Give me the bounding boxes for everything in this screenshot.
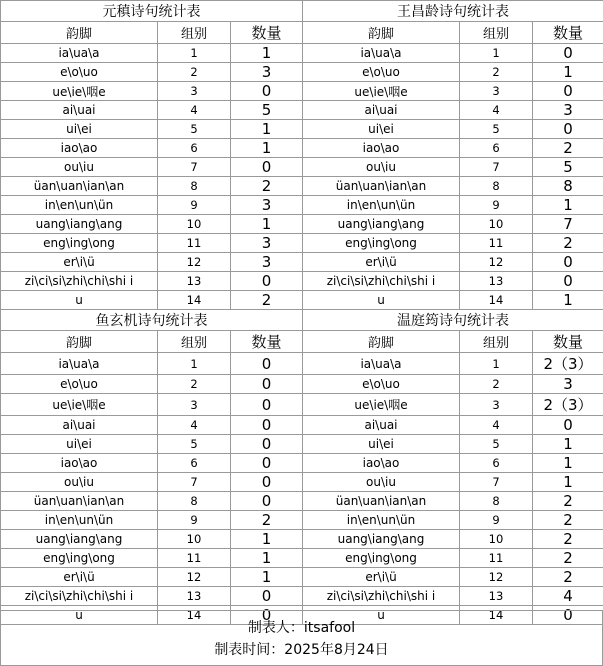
qty-cell[interactable]: 1	[231, 120, 303, 139]
qty-cell[interactable]: 2	[533, 568, 603, 587]
qty-cell[interactable]: 1	[231, 139, 303, 158]
group-cell[interactable]: 3	[460, 82, 533, 101]
group-cell[interactable]: 9	[460, 196, 533, 215]
table-row	[1, 530, 603, 549]
qty-cell[interactable]: 1	[533, 196, 603, 215]
rhyme-cell[interactable]: e\o\uo	[1, 375, 158, 394]
rhyme-cell[interactable]: eng\ing\ong	[303, 549, 460, 568]
table-row	[1, 435, 603, 454]
rhyme-cell[interactable]: e\o\uo	[303, 375, 460, 394]
table-title-row	[1, 310, 603, 331]
group-cell[interactable]: 12	[460, 568, 533, 587]
rhyme-cell[interactable]: ui\ei	[1, 435, 158, 454]
group-cell[interactable]: 11	[158, 234, 231, 253]
qty-cell[interactable]: 7	[533, 215, 603, 234]
rhyme-cell[interactable]: iao\ao	[1, 454, 158, 473]
rhyme-cell[interactable]: uang\iang\ang	[1, 530, 158, 549]
rhyme-cell[interactable]: u	[1, 606, 158, 625]
table-row	[1, 394, 603, 416]
qty-cell[interactable]: 0	[231, 353, 303, 375]
qty-cell[interactable]: 0	[231, 158, 303, 177]
group-cell[interactable]: 12	[158, 253, 231, 272]
table-row	[1, 511, 603, 530]
rhyme-cell[interactable]: in\en\un\ün	[303, 196, 460, 215]
table-row	[1, 101, 603, 120]
rhyme-cell[interactable]: u	[303, 291, 460, 310]
qty-cell[interactable]: 3	[231, 253, 303, 272]
rhyme-cell[interactable]: ou\iu	[1, 158, 158, 177]
rhyme-cell[interactable]: eng\ing\ong	[1, 549, 158, 568]
table-title-row	[1, 1, 603, 22]
qty-cell[interactable]: 0	[231, 82, 303, 101]
group-cell[interactable]: 5	[460, 435, 533, 454]
qty-cell[interactable]: 3	[231, 63, 303, 82]
group-cell[interactable]: 5	[158, 120, 231, 139]
header-rhyme[interactable]: 韵脚	[1, 22, 158, 44]
group-cell[interactable]: 9	[460, 511, 533, 530]
group-cell[interactable]: 1	[460, 44, 533, 63]
table-row	[1, 215, 603, 234]
group-cell[interactable]: 10	[158, 215, 231, 234]
group-cell[interactable]: 6	[158, 139, 231, 158]
group-cell[interactable]: 2	[158, 63, 231, 82]
group-cell[interactable]: 7	[460, 473, 533, 492]
rhyme-cell[interactable]: in\en\un\ün	[1, 511, 158, 530]
rhyme-cell[interactable]: zi\ci\si\zhi\chi\shi i	[1, 272, 158, 291]
rhyme-cell[interactable]: üan\uan\ian\an	[303, 492, 460, 511]
qty-cell[interactable]: 1	[231, 215, 303, 234]
header-group[interactable]: 组别	[460, 22, 533, 44]
rhyme-cell[interactable]: in\en\un\ün	[1, 196, 158, 215]
qty-cell[interactable]: 1	[533, 291, 603, 310]
rhyme-cell[interactable]: üan\uan\ian\an	[1, 492, 158, 511]
group-cell[interactable]: 13	[460, 272, 533, 291]
group-cell[interactable]: 1	[158, 353, 231, 375]
group-cell[interactable]: 1	[158, 44, 231, 63]
table-row	[1, 353, 603, 375]
table-row	[1, 234, 603, 253]
rhyme-cell[interactable]: uang\iang\ang	[303, 530, 460, 549]
qty-cell[interactable]: 1	[231, 549, 303, 568]
table-row	[1, 63, 603, 82]
rhyme-cell[interactable]: ai\uai	[1, 101, 158, 120]
rhyme-cell[interactable]: iao\ao	[303, 139, 460, 158]
group-cell[interactable]: 13	[158, 272, 231, 291]
rhyme-cell[interactable]: zi\ci\si\zhi\chi\shi i	[303, 587, 460, 606]
rhyme-cell[interactable]: e\o\uo	[1, 63, 158, 82]
rhyme-cell[interactable]: ue\ie\咽e	[1, 394, 158, 416]
rhyme-cell[interactable]: er\i\ü	[1, 568, 158, 587]
rhyme-cell[interactable]: ia\ua\a	[1, 353, 158, 375]
qty-cell[interactable]: 0	[533, 82, 603, 101]
rhyme-cell[interactable]: iao\ao	[303, 454, 460, 473]
qty-cell[interactable]: 3	[533, 101, 603, 120]
rhyme-cell[interactable]: ou\iu	[303, 473, 460, 492]
qty-cell[interactable]: 5	[231, 101, 303, 120]
group-cell[interactable]: 5	[158, 435, 231, 454]
table-row	[1, 549, 603, 568]
qty-cell[interactable]: 2	[533, 139, 603, 158]
table-row	[1, 196, 603, 215]
table-title[interactable]: 元稹诗句统计表	[1, 1, 303, 22]
qty-cell[interactable]: 0	[231, 272, 303, 291]
group-cell[interactable]: 8	[460, 492, 533, 511]
table-row	[1, 454, 603, 473]
group-cell[interactable]: 12	[158, 568, 231, 587]
rhyme-cell[interactable]: uang\iang\ang	[303, 215, 460, 234]
qty-cell[interactable]: 2（3）	[533, 353, 603, 375]
group-cell[interactable]: 14	[158, 291, 231, 310]
table-row	[1, 473, 603, 492]
header-qty[interactable]: 数量	[231, 331, 303, 353]
rhyme-cell[interactable]: ia\ua\a	[1, 44, 158, 63]
qty-cell[interactable]: 5	[533, 158, 603, 177]
group-cell[interactable]: 1	[460, 353, 533, 375]
qty-cell[interactable]: 0	[533, 120, 603, 139]
qty-cell[interactable]: 0	[231, 375, 303, 394]
group-cell[interactable]: 2	[158, 375, 231, 394]
group-cell[interactable]: 3	[460, 394, 533, 416]
rhyme-cell[interactable]: er\i\ü	[303, 568, 460, 587]
group-cell[interactable]: 11	[460, 234, 533, 253]
rhyme-cell[interactable]: üan\uan\ian\an	[1, 177, 158, 196]
group-cell[interactable]: 4	[158, 416, 231, 435]
rhyme-cell[interactable]: zi\ci\si\zhi\chi\shi i	[303, 272, 460, 291]
table-row	[1, 139, 603, 158]
qty-cell[interactable]: 0	[533, 416, 603, 435]
rhyme-cell[interactable]: ou\iu	[303, 158, 460, 177]
rhyme-cell[interactable]: eng\ing\ong	[303, 234, 460, 253]
table-header-row	[1, 331, 603, 353]
header-rhyme[interactable]: 韵脚	[303, 331, 460, 353]
qty-cell[interactable]: 4	[533, 587, 603, 606]
rhyme-cell[interactable]: ue\ie\咽e	[1, 82, 158, 101]
group-cell[interactable]: 4	[460, 416, 533, 435]
rhyme-cell[interactable]: ai\uai	[303, 101, 460, 120]
group-cell[interactable]: 7	[460, 158, 533, 177]
group-cell[interactable]: 10	[460, 215, 533, 234]
group-cell[interactable]: 6	[460, 139, 533, 158]
qty-cell[interactable]: 0	[231, 587, 303, 606]
qty-cell[interactable]: 0	[231, 394, 303, 416]
header-group[interactable]: 组别	[158, 331, 231, 353]
group-cell[interactable]: 6	[158, 454, 231, 473]
header-group[interactable]: 组别	[460, 331, 533, 353]
table-row	[1, 272, 603, 291]
rhyme-cell[interactable]: ia\ua\a	[303, 353, 460, 375]
rhyme-cell[interactable]: er\i\ü	[303, 253, 460, 272]
qty-cell[interactable]: 1	[231, 44, 303, 63]
qty-cell[interactable]: 8	[533, 177, 603, 196]
group-cell[interactable]: 4	[460, 101, 533, 120]
qty-cell[interactable]: 0	[231, 606, 303, 625]
header-qty[interactable]: 数量	[533, 22, 603, 44]
table-row	[1, 587, 603, 606]
table-row	[1, 120, 603, 139]
rhyme-cell[interactable]: in\en\un\ün	[303, 511, 460, 530]
rhyme-cell[interactable]: ai\uai	[1, 416, 158, 435]
rhyme-cell[interactable]: u	[303, 606, 460, 625]
table-row	[1, 375, 603, 394]
qty-cell[interactable]: 1	[533, 473, 603, 492]
group-cell[interactable]: 9	[158, 196, 231, 215]
header-group[interactable]: 组别	[158, 22, 231, 44]
qty-cell[interactable]: 0	[533, 606, 603, 625]
rhyme-cell[interactable]: üan\uan\ian\an	[303, 177, 460, 196]
qty-cell[interactable]: 3	[231, 234, 303, 253]
table-row	[1, 253, 603, 272]
group-cell[interactable]: 3	[158, 394, 231, 416]
qty-cell[interactable]: 1	[533, 454, 603, 473]
qty-cell[interactable]: 2	[533, 511, 603, 530]
qty-cell[interactable]: 2	[231, 291, 303, 310]
rhyme-cell[interactable]: ue\ie\咽e	[303, 82, 460, 101]
rhyme-cell[interactable]: ue\ie\咽e	[303, 394, 460, 416]
table-title[interactable]: 鱼玄机诗句统计表	[1, 310, 303, 331]
qty-cell[interactable]: 0	[231, 454, 303, 473]
rhyme-cell[interactable]: er\i\ü	[1, 253, 158, 272]
group-cell[interactable]: 5	[460, 120, 533, 139]
group-cell[interactable]: 8	[460, 177, 533, 196]
rhyme-cell[interactable]: ui\ei	[1, 120, 158, 139]
rhyme-cell[interactable]: zi\ci\si\zhi\chi\shi i	[1, 587, 158, 606]
qty-cell[interactable]: 1	[231, 568, 303, 587]
footer-date: 制表时间：2025年8月24日	[214, 642, 389, 658]
group-cell[interactable]: 11	[460, 549, 533, 568]
qty-cell[interactable]: 0	[231, 473, 303, 492]
group-cell[interactable]: 8	[158, 492, 231, 511]
rhyme-cell[interactable]: ai\uai	[303, 416, 460, 435]
rhyme-cell[interactable]: ou\iu	[1, 473, 158, 492]
rhyme-cell[interactable]: u	[1, 291, 158, 310]
group-cell[interactable]: 7	[158, 158, 231, 177]
qty-cell[interactable]: 0	[231, 435, 303, 454]
rhyme-cell[interactable]: ui\ei	[303, 120, 460, 139]
group-cell[interactable]: 2	[460, 63, 533, 82]
qty-cell[interactable]: 3	[533, 375, 603, 394]
table-header-row	[1, 22, 603, 44]
group-cell[interactable]: 14	[158, 606, 231, 625]
qty-cell[interactable]: 0	[533, 253, 603, 272]
rhyme-cell[interactable]: eng\ing\ong	[1, 234, 158, 253]
group-cell[interactable]: 3	[158, 82, 231, 101]
group-cell[interactable]: 10	[460, 530, 533, 549]
qty-cell[interactable]: 2	[533, 530, 603, 549]
rhyme-cell[interactable]: ui\ei	[303, 435, 460, 454]
qty-cell[interactable]: 0	[231, 416, 303, 435]
group-cell[interactable]: 14	[460, 291, 533, 310]
rhyme-cell[interactable]: ia\ua\a	[303, 44, 460, 63]
qty-cell[interactable]: 2	[231, 177, 303, 196]
table-row	[1, 291, 603, 310]
group-cell[interactable]: 14	[460, 606, 533, 625]
qty-cell[interactable]: 2	[533, 492, 603, 511]
qty-cell[interactable]: 0	[533, 272, 603, 291]
group-cell[interactable]: 4	[158, 101, 231, 120]
group-cell[interactable]: 13	[460, 587, 533, 606]
group-cell[interactable]: 6	[460, 454, 533, 473]
header-rhyme[interactable]: 韵脚	[1, 331, 158, 353]
qty-cell[interactable]: 2	[533, 549, 603, 568]
table-row	[1, 158, 603, 177]
rhyme-cell[interactable]: iao\ao	[1, 139, 158, 158]
group-cell[interactable]: 10	[158, 530, 231, 549]
qty-cell[interactable]: 1	[533, 63, 603, 82]
table-title[interactable]: 温庭筠诗句统计表	[303, 310, 603, 331]
table-row	[1, 44, 603, 63]
qty-cell[interactable]: 3	[231, 196, 303, 215]
header-qty[interactable]: 数量	[231, 22, 303, 44]
group-cell[interactable]: 8	[158, 177, 231, 196]
qty-cell[interactable]: 1	[231, 530, 303, 549]
qty-cell[interactable]: 2	[231, 511, 303, 530]
table-row	[1, 492, 603, 511]
table-row	[1, 416, 603, 435]
footer	[0, 610, 603, 666]
header-rhyme[interactable]: 韵脚	[303, 22, 460, 44]
table-row	[1, 177, 603, 196]
group-cell[interactable]: 12	[460, 253, 533, 272]
qty-cell[interactable]: 0	[533, 44, 603, 63]
rhyme-cell[interactable]: e\o\uo	[303, 63, 460, 82]
table-title[interactable]: 王昌龄诗句统计表	[303, 1, 603, 22]
qty-cell[interactable]: 2	[533, 234, 603, 253]
qty-cell[interactable]: 1	[533, 435, 603, 454]
footer-maker: 制表人：itsafool	[247, 620, 356, 636]
qty-cell[interactable]: 2（3）	[533, 394, 603, 416]
group-cell[interactable]: 2	[460, 375, 533, 394]
group-cell[interactable]: 9	[158, 511, 231, 530]
table-row	[1, 82, 603, 101]
group-cell[interactable]: 7	[158, 473, 231, 492]
group-cell[interactable]: 11	[158, 549, 231, 568]
qty-cell[interactable]: 0	[231, 492, 303, 511]
rhyme-cell[interactable]: uang\iang\ang	[1, 215, 158, 234]
table-row	[1, 568, 603, 587]
group-cell[interactable]: 13	[158, 587, 231, 606]
header-qty[interactable]: 数量	[533, 331, 603, 353]
